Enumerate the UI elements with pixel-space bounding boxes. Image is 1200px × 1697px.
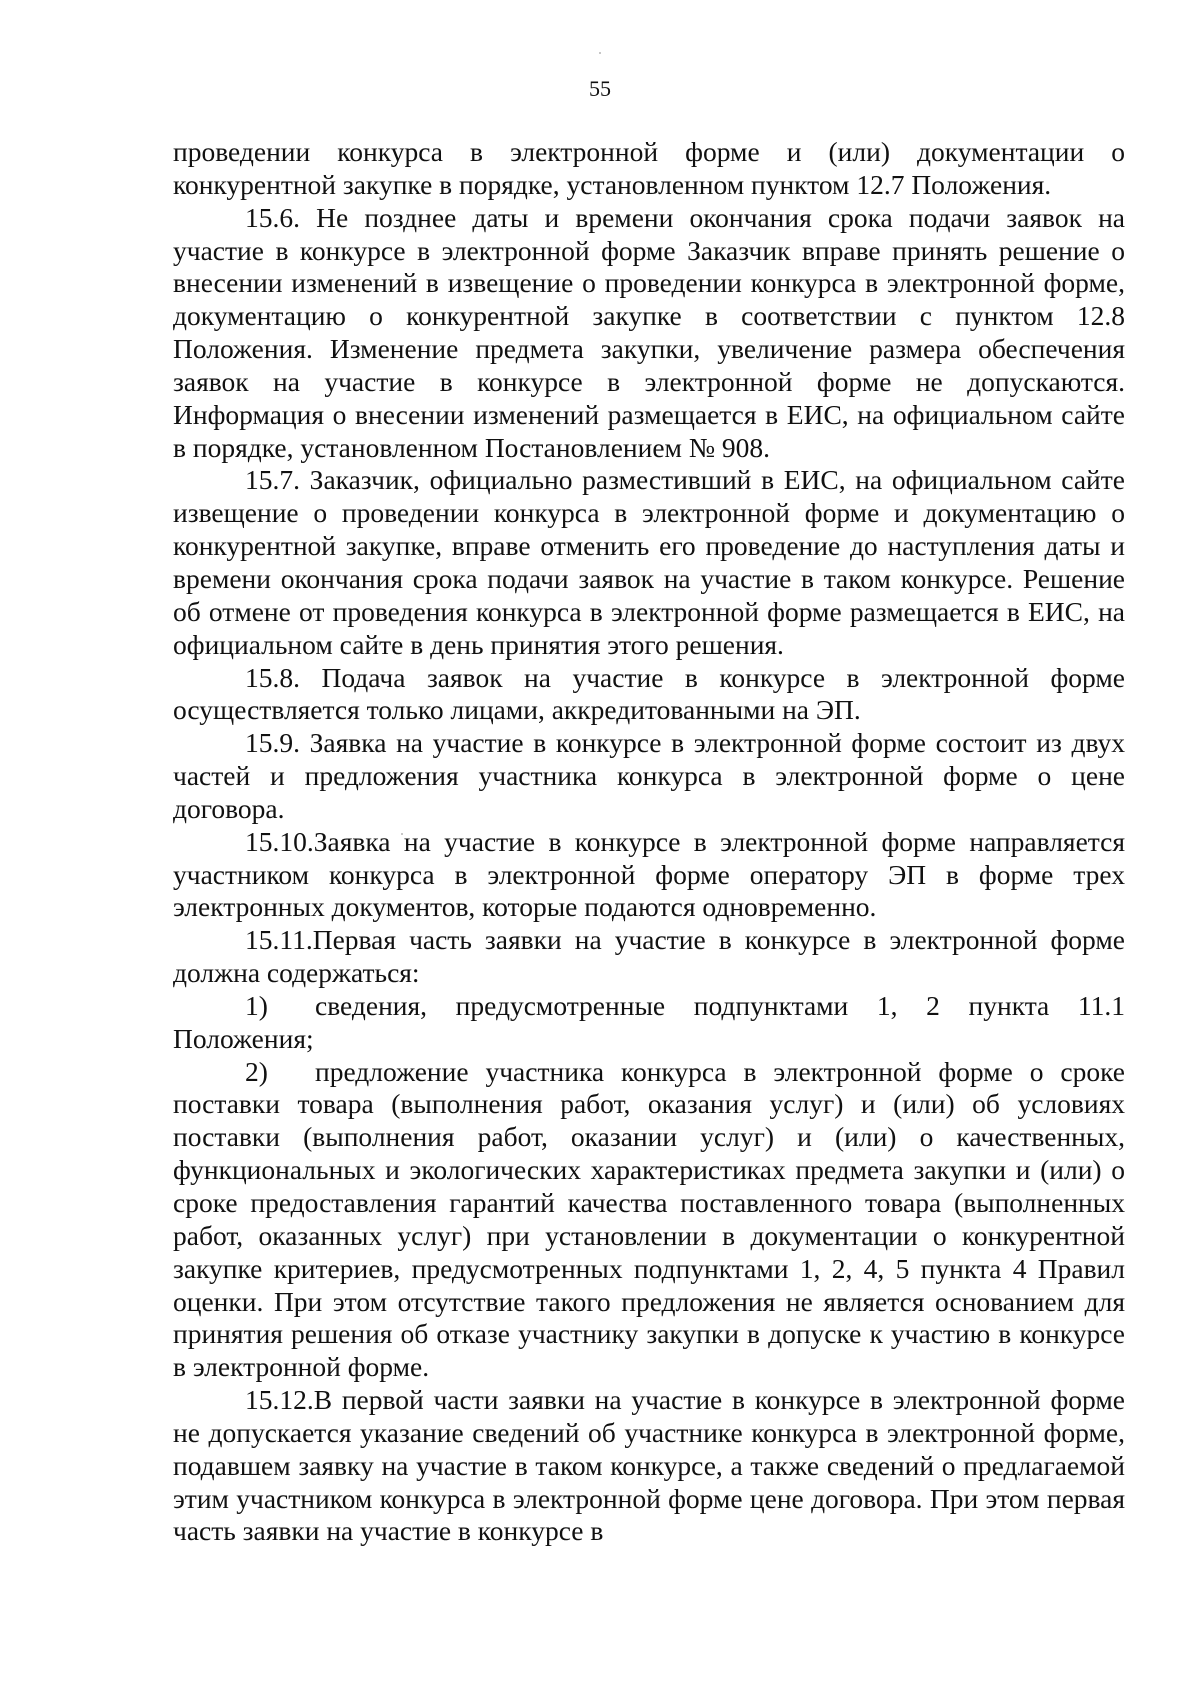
scan-speck bbox=[599, 52, 601, 54]
paragraph-15-9: 15.9. Заявка на участие в конкурсе в электронной форме состоит из двух частей и предложения участника конкурса в электронной форме о цене договора. bbox=[173, 727, 1125, 824]
list-item-number: 1) bbox=[245, 989, 268, 1021]
paragraph-15-12: 15.12.В первой части заявки на участие в конкурсе в электронной форме не допускается указание сведений об участнике конкурса в электронной форме, подавшем заявку на участие в таком конкурсе, а также сведений о предлагаемой этим участником конкурса в электронной форме цене договора. При этом первая часть заявки на участие в конкурсе в bbox=[173, 1384, 1125, 1547]
paragraph-15-6: 15.6. Не позднее даты и времени окончания срока подачи заявок на участие в конкурсе в электронной форме Заказчик вправе принять решение о внесении изменений в извещение о проведении конкурса в электронной форме, документацию о конкурентной закупке в соответствии с пунктом 12.8 Положения. Изменение предмета закупки, увеличение размера обеспечения заявок на участие в конкурсе в электронной форме не допускаются. Информация о внесении изменений размещается в ЕИС, на официальном сайте в порядке, установленном Постановлением № 908. bbox=[173, 201, 1125, 463]
list-item-text: сведения, предусмотренные подпунктами 1, 2 пункта 11.1 Положения; bbox=[173, 989, 1125, 1054]
list-item bbox=[173, 990, 1125, 1056]
paragraph-continuation: проведении конкурса в электронной форме и (или) документации о конкурентной закупке в порядке, установленном пунктом 12.7 Положения. bbox=[173, 136, 1125, 200]
paragraph-15-10: 15.10.Заявка на участие в конкурсе в электронной форме направляется участником конкурса в электронной форме оператору ЭП в форме трех электронных документов, которые подаются одновременно. bbox=[173, 825, 1125, 923]
list-item-number: 2) bbox=[245, 1055, 268, 1087]
page-number: 55 bbox=[589, 76, 611, 101]
paragraph-15-7: 15.7. Заказчик, официально разместивший в ЕИС, на официальном сайте извещение о проведении конкурса в электронной форме и документацию о конкурентной закупке, вправе отменить его проведение до наступления даты и времени окончания срока подачи заявок на участие в таком конкурсе. Решение об отмене от проведения конкурса в электронной форме размещается в ЕИС, на официальном сайте в день принятия этого решения. bbox=[173, 464, 1125, 660]
paragraph-15-8: 15.8. Подача заявок на участие в конкурсе в электронной форме осуществляется только лицами, аккредитованными на ЭП. bbox=[173, 661, 1125, 726]
paragraph-15-11: 15.11.Первая часть заявки на участие в конкурсе в электронной форме должна содержаться: bbox=[173, 924, 1125, 989]
document-body bbox=[173, 136, 1125, 1548]
list-item bbox=[173, 1056, 1125, 1384]
list-item-text: предложение участника конкурса в электронной форме о сроке поставки товара (выполнения работ, оказания услуг) и (или) об условиях поставки (выполнения работ, оказании услуг) и (или) о качественных, функциональных и экологических характеристиках предмета закупки и (или) о сроке предоставления гарантий качества поставленного товара (выполненных работ, оказанных услуг) при установлении в документации о конкурентной закупке критериев, предусмотренных подпунктами 1, 2, 4, 5 пункта 4 Правил оценки. При этом отсутствие такого предложения не является основанием для принятия решения об отказе участнику закупки в допуске к участию в конкурсе в электронной форме. bbox=[173, 1055, 1125, 1383]
